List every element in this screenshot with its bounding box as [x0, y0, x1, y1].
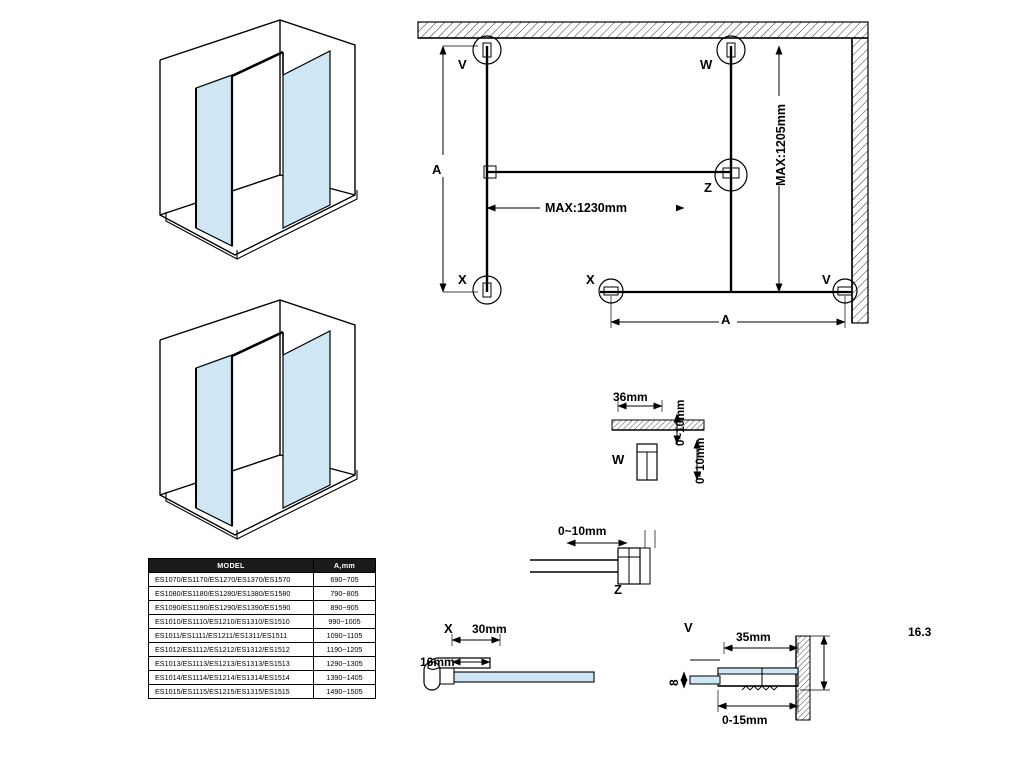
dim-x-depth: 30mm — [472, 622, 507, 636]
table-row — [149, 601, 376, 615]
detail-z — [530, 530, 655, 584]
glass-panel-right-2 — [283, 331, 330, 508]
callout-x-left: X — [458, 272, 467, 287]
dim-w-width: 36mm — [613, 390, 648, 404]
cell-model: ES1015/ES1115/ES1215/ES1315/ES1515 — [149, 685, 314, 699]
table-row — [149, 615, 376, 629]
dim-v-glass: 8 — [667, 679, 681, 686]
table-row — [149, 587, 376, 601]
callout-z-mid: Z — [704, 180, 712, 195]
table-row — [149, 573, 376, 587]
table-row — [149, 629, 376, 643]
dim-w-gap: 0~10mm — [675, 399, 687, 446]
callout-v-detail: V — [684, 620, 693, 635]
detail-w — [612, 400, 704, 480]
table-row — [149, 657, 376, 671]
callout-z-detail: Z — [614, 582, 622, 597]
cell-model: ES1080/ES1180/ES1280/ES1380/ES1580 — [149, 587, 314, 601]
header-model: MODEL — [149, 559, 314, 573]
glass-panel-right — [283, 51, 330, 228]
glass-panel-left — [196, 75, 232, 246]
cell-a: 1190~1205 — [314, 643, 376, 657]
detail-v — [684, 636, 830, 720]
cell-model: ES1013/ES1113/ES1213/ES1313/ES1513 — [149, 657, 314, 671]
cell-model: ES1070/ES1170/ES1270/ES1370/ES1570 — [149, 573, 314, 587]
cell-model: ES1010/ES1110/ES1210/ES1310/ES1510 — [149, 615, 314, 629]
dim-v-width: 35mm — [736, 630, 771, 644]
cell-a: 1490~1505 — [314, 685, 376, 699]
cell-a: 1290~1305 — [314, 657, 376, 671]
label-a-horizontal: A — [721, 312, 731, 327]
plan-view — [418, 22, 868, 328]
isometric-view-upper — [160, 20, 357, 259]
isometric-view-lower — [160, 300, 357, 539]
cell-a: 1090~1105 — [314, 629, 376, 643]
dim-max-bar: MAX:1230mm — [545, 201, 627, 215]
dim-w-gap2: 0~10mm — [695, 437, 707, 484]
table-row — [149, 671, 376, 685]
callout-v-plan: V — [822, 272, 831, 287]
header-a: A,mm — [314, 559, 376, 573]
table-row — [149, 643, 376, 657]
cell-model: ES1012/ES1112/ES1212/ES1312/ES1512 — [149, 643, 314, 657]
glass-panel-left-2 — [196, 355, 232, 526]
callout-x-plan: X — [586, 272, 595, 287]
cell-a: 690~705 — [314, 573, 376, 587]
table-header-row — [149, 559, 376, 573]
callout-x-detail: X — [444, 621, 453, 636]
table-body — [149, 573, 376, 699]
callout-v-top: V — [458, 57, 467, 72]
cell-a: 790~805 — [314, 587, 376, 601]
cell-a: 890~905 — [314, 601, 376, 615]
dim-v-adjust: 0-15mm — [722, 713, 768, 727]
cell-model: ES1014/ES1114/ES1214/ES1314/ES1514 — [149, 671, 314, 685]
cell-model: ES1011/ES1111/ES1211/ES1311/ES1511 — [149, 629, 314, 643]
dim-x-height: 16mm — [420, 655, 455, 669]
cell-model: ES1090/ES1190/ES1290/ES1390/ES1590 — [149, 601, 314, 615]
callout-w-top: W — [700, 57, 713, 72]
cell-a: 990~1005 — [314, 615, 376, 629]
dim-z-gap: 0~10mm — [558, 524, 607, 538]
dim-v-thick: 16.3 — [908, 625, 932, 639]
dim-max-height: MAX:1205mm — [774, 104, 788, 186]
callout-w-detail: W — [612, 452, 625, 467]
model-spec-table — [148, 558, 376, 699]
table-row — [149, 685, 376, 699]
label-a-vertical: A — [432, 162, 442, 177]
cell-a: 1390~1405 — [314, 671, 376, 685]
